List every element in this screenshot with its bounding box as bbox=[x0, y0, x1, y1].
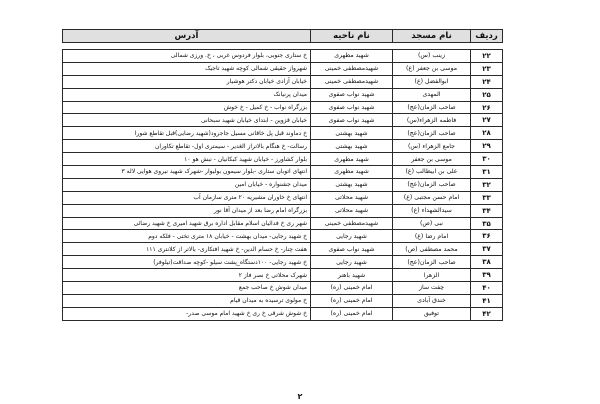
table-row bbox=[63, 114, 503, 127]
table-header bbox=[63, 30, 503, 43]
mosque-name: نبی (ص) bbox=[393, 217, 471, 230]
table-row bbox=[63, 75, 503, 88]
row-number: ۴۱ bbox=[471, 294, 503, 307]
mosque-name: محمد مصطفی (ص) bbox=[393, 243, 471, 256]
district-name: امام خمینی (ره) bbox=[311, 307, 393, 320]
district-name: شهید نواب صفوی bbox=[311, 114, 393, 127]
row-number: ۳۱ bbox=[471, 166, 503, 179]
address: انتهای اتوبان ستاری -بلوار سیمون بولیوار -شهرک شهید نیروی هوایی لاله ۳ bbox=[63, 166, 311, 179]
address: هفت چنار- خ حسام الدین- خ شهید افتکاری- بالاتر از کلانتری ۱۱۱ bbox=[63, 243, 311, 256]
row-number: ۲۸ bbox=[471, 127, 503, 140]
table-row bbox=[63, 282, 503, 295]
row-number: ۲۹ bbox=[471, 140, 503, 153]
header-district-name: نام ناحیه bbox=[311, 30, 393, 43]
mosque-table bbox=[62, 29, 503, 321]
address: میدان شوش خ صاحب جمع bbox=[63, 282, 311, 295]
mosque-name: موسی بن جعفر (ع) bbox=[393, 62, 471, 75]
row-number: ۴۲ bbox=[471, 307, 503, 320]
address: انتهای خ خاوران مشیریه ۲۰ متری سازمان آب bbox=[63, 191, 311, 204]
mosque-name: علی بن ابیطالب (ع) bbox=[393, 166, 471, 179]
district-name: امام خمینی (ره) bbox=[311, 294, 393, 307]
mosque-name: فاطمه الزهراء(س) bbox=[393, 114, 471, 127]
header-row-number: ردیف bbox=[471, 30, 503, 43]
mosque-name: الزهرا bbox=[393, 269, 471, 282]
address: بزرگراه امام رضا بعد از میدان آقا نور bbox=[63, 204, 311, 217]
district-name: شهید رجایی bbox=[311, 256, 393, 269]
table-row bbox=[63, 256, 503, 269]
row-number: ۳۲ bbox=[471, 178, 503, 191]
mosque-name: صاحب الزمان(عج) bbox=[393, 127, 471, 140]
table-row bbox=[63, 191, 503, 204]
district-name: شهید بهشتی bbox=[311, 140, 393, 153]
address: شهرک محلاتی خ نصر فاز ۲ bbox=[63, 269, 311, 282]
district-name: شهید نواب صفوی bbox=[311, 101, 393, 114]
district-name: شهید محلاتی bbox=[311, 191, 393, 204]
mosque-name: امام حسن مجتبی (ع) bbox=[393, 191, 471, 204]
table-body bbox=[63, 43, 503, 321]
row-number: ۲۵ bbox=[471, 88, 503, 101]
table-row bbox=[63, 50, 503, 63]
mosque-name: توفیق bbox=[393, 307, 471, 320]
district-name: شهیدمصطفی خمینی bbox=[311, 62, 393, 75]
district-name: شهید مطهری bbox=[311, 50, 393, 63]
address: خیابان قزوین - ابتدای خیابان شهید سبحانی bbox=[63, 114, 311, 127]
mosque-name: صاحب الزمان(عج) bbox=[393, 101, 471, 114]
address: بزرگراه نواب - خ کمیل - خ خوش bbox=[63, 101, 311, 114]
row-number: ۴۰ bbox=[471, 282, 503, 295]
row-number: ۳۶ bbox=[471, 230, 503, 243]
mosque-name: جامع الزهراء (س) bbox=[393, 140, 471, 153]
page-number: ۲ bbox=[297, 392, 303, 401]
row-number: ۳۷ bbox=[471, 243, 503, 256]
header-row bbox=[63, 30, 503, 43]
address: رسالت- خ هنگام بالاتراز الغدیر - سیمتری اول- تقاطع تکاوران bbox=[63, 140, 311, 153]
table-row bbox=[63, 217, 503, 230]
row-number: ۲۲ bbox=[471, 50, 503, 63]
table-row bbox=[63, 294, 503, 307]
address: خ شهید رجایی- ۱۰۰دستگاه_پشت سیلو -کوچه صداقت(تیلوفر) bbox=[63, 256, 311, 269]
district-name: شهید نواب صفوی bbox=[311, 243, 393, 256]
address: میدان پرنیانک bbox=[63, 88, 311, 101]
table-row bbox=[63, 166, 503, 179]
mosque-name: امام رضا (ع) bbox=[393, 230, 471, 243]
row-number: ۳۴ bbox=[471, 204, 503, 217]
district-name: شهیدمصطفی خمینی bbox=[311, 75, 393, 88]
row-number: ۳۵ bbox=[471, 217, 503, 230]
address: بلوار کشاورز - خیابان شهید کبکانیان - نبش هو ۱۰ bbox=[63, 153, 311, 166]
district-name: شهید بهشتی bbox=[311, 127, 393, 140]
address: خ دماوند قبل پل خاقانی مسیل جاجرود(شهید رضایی)قبل تقاطع شورا bbox=[63, 127, 311, 140]
table-row bbox=[63, 243, 503, 256]
mosque-name: المهدی bbox=[393, 88, 471, 101]
address: خ شهید رجایی- میدان بهشت - خیابان ۱۸ متری تختی - فلکه دوم bbox=[63, 230, 311, 243]
district-name: شهید مطهری bbox=[311, 153, 393, 166]
table-row bbox=[63, 140, 503, 153]
district-name: شهید نواب صفوی bbox=[311, 88, 393, 101]
mosque-name: صاحب الزمان(عج) bbox=[393, 256, 471, 269]
row-number: ۲۷ bbox=[471, 114, 503, 127]
table-row bbox=[63, 307, 503, 320]
table-row bbox=[63, 230, 503, 243]
district-name: شهیدمصطفی خمینی bbox=[311, 217, 393, 230]
table-row bbox=[63, 153, 503, 166]
address: خ ستاری جنوبی، بلوار فردوس غربی ، خ. ورزی شمالی bbox=[63, 50, 311, 63]
mosque-name: سیدالشهداء (ع) bbox=[393, 204, 471, 217]
mosque-name: چفت ساز bbox=[393, 282, 471, 295]
district-name: شهید مطهری bbox=[311, 166, 393, 179]
document-page bbox=[62, 29, 502, 321]
spacer-cell bbox=[63, 43, 503, 50]
row-number: ۳۳ bbox=[471, 191, 503, 204]
row-number: ۲۳ bbox=[471, 62, 503, 75]
row-number: ۳۸ bbox=[471, 256, 503, 269]
district-name: شهید باهنر bbox=[311, 269, 393, 282]
address: خ شوش شرقی خ ری خ شهید امام موسی صدر- bbox=[63, 307, 311, 320]
table-row bbox=[63, 269, 503, 282]
table-row bbox=[63, 127, 503, 140]
table-row bbox=[63, 88, 503, 101]
mosque-name: زینب (س) bbox=[393, 50, 471, 63]
row-number: ۳۰ bbox=[471, 153, 503, 166]
table-row bbox=[63, 178, 503, 191]
address: خیابان آزادی خیابان دکتر هوشیار bbox=[63, 75, 311, 88]
spacer-row bbox=[63, 43, 503, 50]
row-number: ۳۹ bbox=[471, 269, 503, 282]
mosque-name: صاحب الزمان(عج) bbox=[393, 178, 471, 191]
header-address: آدرس bbox=[63, 30, 311, 43]
row-number: ۲۶ bbox=[471, 101, 503, 114]
table-row bbox=[63, 101, 503, 114]
address: شهر ری خ فدائیان اسلام مقابل اداره برق شهید امیری خ شهید رضائی bbox=[63, 217, 311, 230]
address: شهرواز حقیقی شمالی کوچه شهید تاجیک bbox=[63, 62, 311, 75]
district-name: امام خمینی (ره) bbox=[311, 282, 393, 295]
row-number: ۲۴ bbox=[471, 75, 503, 88]
district-name: شهید بهشتی bbox=[311, 178, 393, 191]
mosque-name: ابوالفضل (ع) bbox=[393, 75, 471, 88]
table-row bbox=[63, 62, 503, 75]
address: میدان جشنواره - خیابان امین bbox=[63, 178, 311, 191]
address: خ مولوی ترسیده به میدان قیام bbox=[63, 294, 311, 307]
header-mosque-name: نام مسجد bbox=[393, 30, 471, 43]
district-name: شهید محلاتی bbox=[311, 204, 393, 217]
mosque-name: خندق آبادی bbox=[393, 294, 471, 307]
mosque-name: موسی بن جعفر bbox=[393, 153, 471, 166]
district-name: شهید رجایی bbox=[311, 230, 393, 243]
table-row bbox=[63, 204, 503, 217]
